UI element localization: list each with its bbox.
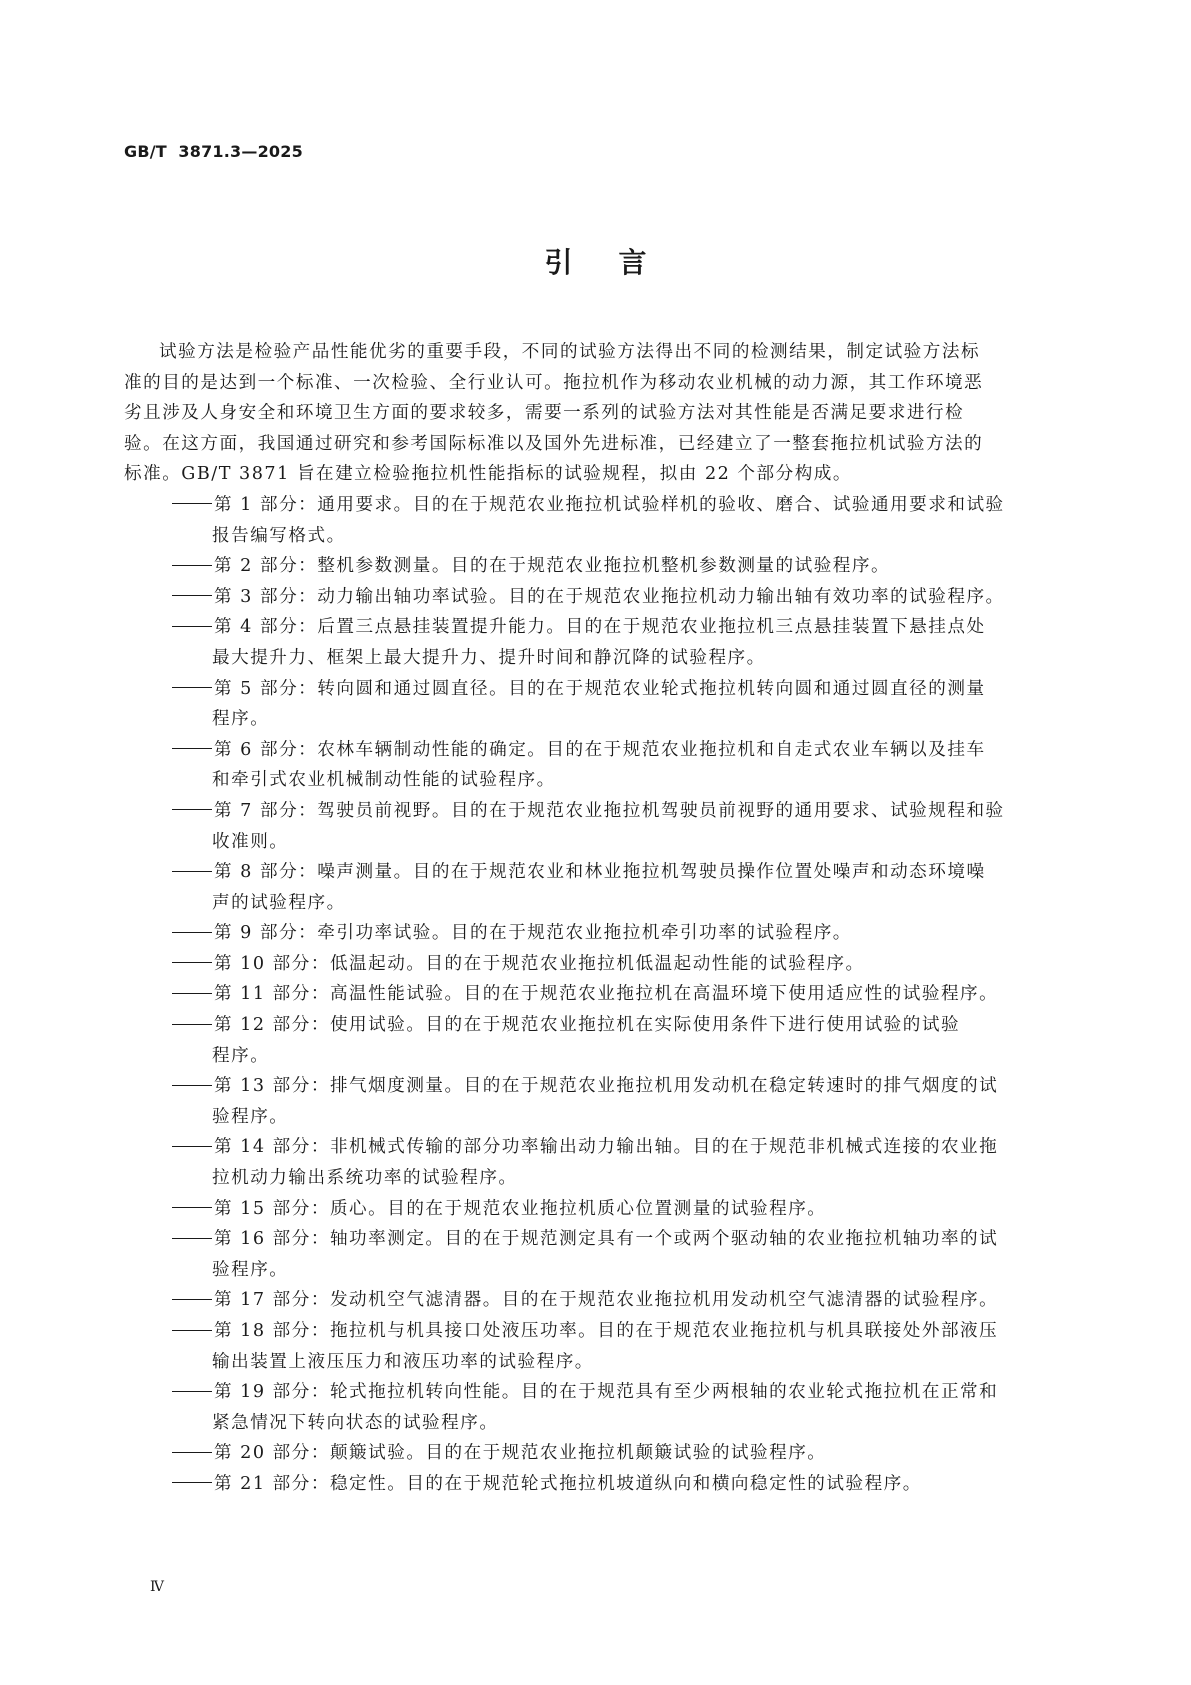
dash-marker [172, 1482, 212, 1483]
list-item-continuation: 紧急情况下转向状态的试验程序。 [212, 1412, 499, 1433]
list-item-text: 第 3 部分：动力输出轴功率试验。目的在于规范农业拖拉机动力输出轴有效功率的试验程序。 [214, 586, 1005, 607]
dash-marker [172, 595, 212, 596]
list-item-continuation: 程序。 [212, 709, 270, 730]
list-item [124, 735, 1059, 796]
list-item-continuation: 验程序。 [212, 1106, 289, 1127]
list-item-continuation: 收准则。 [212, 831, 289, 852]
list-item [124, 1071, 1059, 1132]
list-item-text: 第 19 部分：轮式拖拉机转向性能。目的在于规范具有至少两根轴的农业轮式拖拉机在正常和 [214, 1382, 999, 1403]
list-item-text: 第 10 部分：低温起动。目的在于规范农业拖拉机低温起动性能的试验程序。 [214, 953, 865, 974]
list-item [124, 857, 1059, 918]
list-item [124, 1316, 1059, 1377]
list-item-continuation: 输出装置上液压压力和液压功率的试验程序。 [212, 1351, 594, 1372]
dash-marker [172, 1391, 212, 1392]
dash-marker [172, 626, 212, 627]
list-item [124, 551, 1059, 582]
list-item [124, 979, 1059, 1010]
list-item-text: 第 16 部分：轴功率测定。目的在于规范测定具有一个或两个驱动轴的农业拖拉机轴功率的试 [214, 1229, 999, 1250]
paragraph-line: 验。在这方面，我国通过研究和参考国际标准以及国外先进标准，已经建立了一整套拖拉机试验方法的 [124, 433, 984, 454]
paragraph-line: 试验方法是检验产品性能优劣的重要手段，不同的试验方法得出不同的检测结果，制定试验方法标 [159, 342, 981, 362]
list-item-text: 第 9 部分：牵引功率试验。目的在于规范农业拖拉机牵引功率的试验程序。 [214, 923, 852, 944]
list-item [124, 1438, 1059, 1469]
dash-marker [172, 962, 212, 963]
list-item-text: 第 7 部分：驾驶员前视野。目的在于规范农业拖拉机驾驶员前视野的通用要求、试验规程和验 [214, 800, 1005, 821]
list-item [124, 1285, 1059, 1316]
list-item-text: 第 18 部分：拖拉机与机具接口处液压功率。目的在于规范农业拖拉机与机具联接处外部液压 [214, 1321, 999, 1341]
dash-marker [172, 1299, 212, 1300]
dash-marker [172, 1085, 212, 1086]
page-number: Ⅳ [150, 1579, 164, 1595]
list-item-text: 第 15 部分：质心。目的在于规范农业拖拉机质心位置测量的试验程序。 [214, 1198, 827, 1219]
dash-marker [172, 1452, 212, 1453]
list-item-text: 第 17 部分：发动机空气滤清器。目的在于规范农业拖拉机用发动机空气滤清器的试验程序。 [214, 1290, 999, 1311]
list-item-text: 第 4 部分：后置三点悬挂装置提升能力。目的在于规范农业拖拉机三点悬挂装置下悬挂点处 [214, 617, 986, 638]
dash-marker [172, 809, 212, 810]
dash-marker [172, 871, 212, 872]
document-body [124, 337, 1059, 1500]
list-item-text: 第 5 部分：转向圆和通过圆直径。目的在于规范农业轮式拖拉机转向圆和通过圆直径的测量 [214, 678, 986, 699]
list-item-continuation: 报告编写格式。 [212, 525, 346, 546]
dash-marker [172, 1330, 212, 1331]
list-item-text: 第 12 部分：使用试验。目的在于规范农业拖拉机在实际使用条件下进行使用试验的试验 [214, 1015, 961, 1036]
list-item [124, 490, 1059, 551]
dash-marker [172, 1238, 212, 1239]
list-item [124, 582, 1059, 613]
list-item [124, 612, 1059, 673]
list-item-text: 第 21 部分：稳定性。目的在于规范轮式拖拉机坡道纵向和横向稳定性的试验程序。 [214, 1473, 922, 1494]
intro-paragraph [124, 337, 1059, 490]
list-item-continuation: 声的试验程序。 [212, 892, 346, 913]
list-item-text: 第 13 部分：排气烟度测量。目的在于规范农业拖拉机用发动机在稳定转速时的排气烟度的试 [214, 1076, 999, 1097]
list-item [124, 1224, 1059, 1285]
list-item-text: 第 20 部分：颠簸试验。目的在于规范农业拖拉机颠簸试验的试验程序。 [214, 1443, 827, 1464]
list-item [124, 949, 1059, 980]
list-item-continuation: 拉机动力输出系统功率的试验程序。 [212, 1168, 518, 1189]
page-title: 引言 [544, 246, 693, 279]
dash-marker [172, 1146, 212, 1147]
list-item-text: 第 11 部分：高温性能试验。目的在于规范农业拖拉机在高温环境下使用适应性的试验程序。 [214, 984, 999, 1005]
list-item [124, 1469, 1059, 1500]
list-item-continuation: 最大提升力、框架上最大提升力、提升时间和静沉降的试验程序。 [212, 647, 766, 668]
dash-marker [172, 503, 212, 504]
list-item [124, 918, 1059, 949]
list-item-text: 第 2 部分：整机参数测量。目的在于规范农业拖拉机整机参数测量的试验程序。 [214, 556, 891, 577]
parts-list [124, 490, 1059, 1500]
list-item-text: 第 1 部分：通用要求。目的在于规范农业拖拉机试验样机的验收、磨合、试验通用要求和试验 [214, 494, 1005, 515]
list-item-text: 第 8 部分：噪声测量。目的在于规范农业和林业拖拉机驾驶员操作位置处噪声和动态环境噪 [214, 862, 986, 883]
dash-marker [172, 565, 212, 566]
dash-marker [172, 748, 212, 749]
dash-marker [172, 932, 212, 933]
list-item-text: 第 14 部分：非机械式传输的部分功率输出动力输出轴。目的在于规范非机械式连接的农业拖 [214, 1137, 999, 1158]
list-item-continuation: 和牵引式农业机械制动性能的试验程序。 [212, 770, 556, 791]
list-item [124, 1194, 1059, 1225]
paragraph-line: 准的目的是达到一个标准、一次检验、全行业认可。拖拉机作为移动农业机械的动力源，其工作环境恶 [124, 372, 984, 393]
dash-marker [172, 993, 212, 994]
list-item [124, 1377, 1059, 1438]
standard-number: GB/T 3871.3—2025 [124, 142, 303, 161]
list-item-continuation: 验程序。 [212, 1259, 289, 1280]
list-item [124, 674, 1059, 735]
list-item-continuation: 程序。 [212, 1045, 270, 1066]
paragraph-line: 劣且涉及人身安全和环境卫生方面的要求较多，需要一系列的试验方法对其性能是否满足要求进行检 [124, 403, 965, 424]
list-item-text: 第 6 部分：农林车辆制动性能的确定。目的在于规范农业拖拉机和自走式农业车辆以及挂车 [214, 739, 986, 760]
dash-marker [172, 1024, 212, 1025]
list-item [124, 796, 1059, 857]
paragraph-line: 标准。GB/T 3871 旨在建立检验拖拉机性能指标的试验规程，拟由 22 个部分构成。 [124, 464, 852, 485]
dash-marker [172, 1207, 212, 1208]
list-item [124, 1010, 1059, 1071]
list-item [124, 1132, 1059, 1193]
dash-marker [172, 687, 212, 688]
